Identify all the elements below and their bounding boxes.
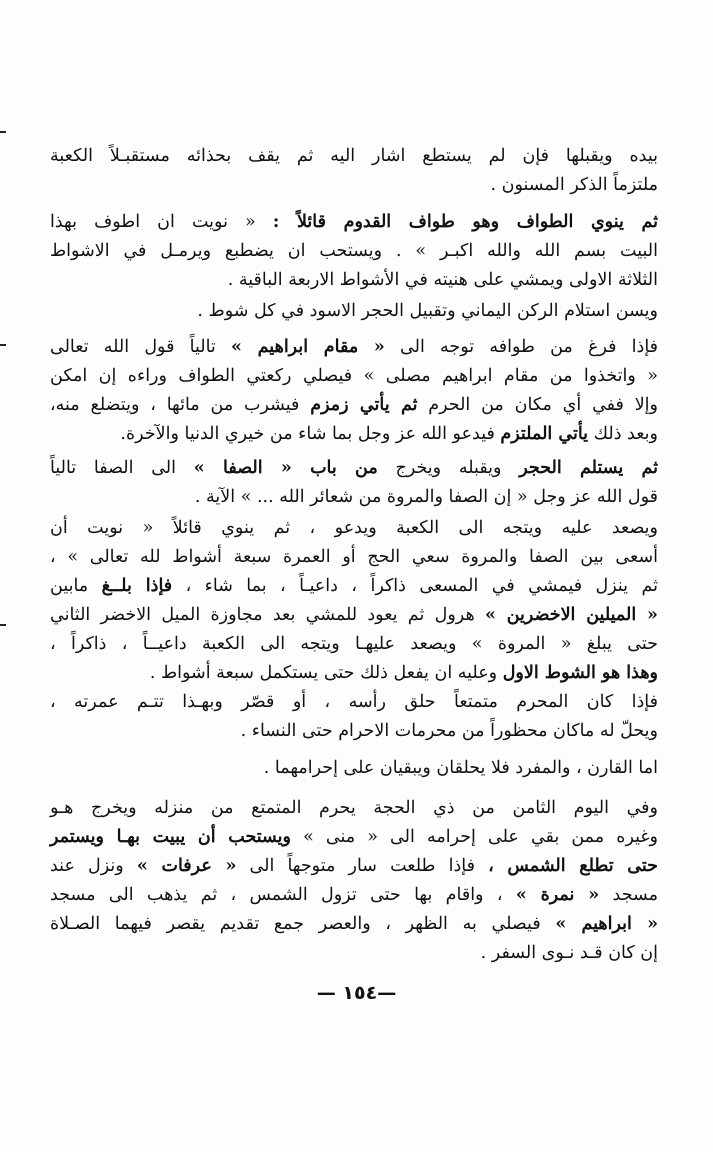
text-run: فيشرب من مائها ، ويتضلع منه،: [50, 395, 311, 415]
text-line: [50, 543, 658, 572]
text-run: اما القارن ، والمفرد فلا يحلقان ويبقيان على إحرامهما .: [263, 758, 658, 778]
paragraph: [50, 333, 658, 449]
text-run: هرول ثم يعود للمشي بعد مجاوزة الميل الاخضر الثاني: [50, 605, 485, 625]
paragraph: [50, 514, 658, 688]
bold-text-run: ويستحب أن يبيت بهـا ويستمر: [50, 827, 291, 847]
text-run: « واتخذوا من مقام ابراهيم مصلى » فيصلي ركعتي الطواف وراءه إن امكن: [50, 366, 658, 386]
text-run: وبعد ذلك: [588, 424, 658, 444]
text-run: إن كان قـد نـوى السفر .: [480, 943, 658, 963]
paragraph: [50, 297, 658, 326]
paragraph: [50, 142, 658, 200]
text-run: الى الصفا تالياً: [50, 458, 194, 478]
text-line: [50, 237, 658, 266]
page-number: —١٥٤ —: [316, 982, 397, 1004]
text-line: [50, 688, 658, 717]
text-run: بيده ويقبلها فإن لم يستطع اشار اليه ثم يقف بحذائه مستقبـلاً الكعبة: [50, 146, 658, 166]
bold-text-run: « عرفات »: [136, 856, 237, 876]
text-run: وغيره ممن بقي على إحرامه الى « منى »: [290, 827, 658, 847]
text-line: [50, 572, 658, 601]
text-line: [50, 483, 658, 512]
text-line: [50, 881, 658, 910]
paragraph: [50, 688, 658, 746]
text-run: تالياً قول الله تعالى: [50, 337, 231, 357]
text-run: مسجد: [599, 885, 659, 905]
paragraph: [50, 754, 658, 783]
text-run: ، واقام بها حتى تزول الشمس ، ثم يذهب الى مسجد: [50, 885, 516, 905]
text-line: [50, 142, 658, 171]
text-line: [50, 266, 658, 295]
text-line: [50, 659, 658, 688]
bold-text-run: « الميلين الاخضرين »: [484, 605, 658, 625]
margin-mark: [0, 131, 6, 133]
text-line: [50, 362, 658, 391]
text-run: وإلا ففي أي مكان من الحرم: [417, 395, 658, 415]
text-run: فإذا كان المحرم متمتعاً حلق رأسه ، أو قصّر وبهـذا تتـم عمرته ،: [50, 692, 658, 712]
text-line: [50, 297, 658, 326]
text-line: [50, 171, 658, 200]
text-line: [50, 601, 658, 630]
text-run: أسعى بين الصفا والمروة سعي الحج أو العمرة سبعة أشواط لله تعالى » ،: [50, 547, 658, 567]
bold-text-run: وهذا هو الشوط الاول: [502, 663, 658, 683]
bold-text-run: « مقام ابراهيم »: [231, 337, 385, 357]
text-run: ونزل عند: [50, 856, 137, 876]
text-run: الثلاثة الاولى ويمشي على هنيته في الأشواط الاربعة الباقية .: [227, 270, 658, 290]
bold-text-run: ثم يستلم الحجر: [519, 458, 659, 478]
bold-text-run: « ابراهيم »: [555, 914, 659, 934]
margin-mark: [0, 624, 6, 626]
bold-text-run: « نمرة »: [515, 885, 600, 905]
bold-text-run: فإذا بلــغ: [101, 576, 173, 596]
text-line: [50, 852, 658, 881]
bold-text-run: يأتي الملتزم: [500, 424, 589, 444]
text-line: [50, 794, 658, 823]
margin-mark: [0, 344, 6, 346]
text-run: ثم ينزل فيمشي في المسعى ذاكراً ، داعيـاً ، بما شاء ،: [172, 576, 658, 596]
bold-text-run: حتى تطلع الشمس ،: [488, 856, 658, 876]
text-line: [50, 717, 658, 746]
text-run: ويصعد عليه ويتجه الى الكعبة ويدعو ، ثم ينوي قائلاً « نويت أن: [50, 518, 658, 538]
text-line: [50, 514, 658, 543]
text-line: [50, 630, 658, 659]
text-run: حتى يبلغ « المروة » ويصعد عليهـا ويتجه الى الكعبة داعيــاً ، ذاكراً ،: [50, 634, 658, 654]
text-run: قول الله عز وجل « إن الصفا والمروة من شعائر الله ... » الآية .: [194, 487, 658, 507]
text-line: [50, 823, 658, 852]
paragraph: [50, 454, 658, 512]
text-run: وعليه ان يفعل ذلك حتى يستكمل سبعة أشواط .: [149, 663, 503, 683]
text-run: مابين: [50, 576, 102, 596]
text-run: « نويت ان اطوف بهذا: [50, 212, 273, 232]
text-line: [50, 208, 658, 237]
text-line: [50, 454, 658, 483]
text-line: [50, 420, 658, 449]
text-line: [50, 391, 658, 420]
text-run: ملتزماً الذكر المسنون .: [490, 175, 658, 195]
text-run: وفي اليوم الثامن من ذي الحجة يحرم المتمتع من منزله ويخرج هـو: [50, 798, 658, 818]
text-run: ويسن استلام الركن اليماني وتقبيل الحجر الاسود في كل شوط .: [197, 301, 658, 321]
text-run: فيصلي به الظهر ، والعصر جمع تقديم يقصر فيهما الصـلاة: [50, 914, 556, 934]
bold-text-run: ثم ينوي الطواف وهو طواف القدوم قائلاً :: [272, 212, 659, 232]
bold-text-run: من باب « الصفا »: [193, 458, 378, 478]
text-line: [50, 333, 658, 362]
text-run: ويقبله ويخرج: [377, 458, 520, 478]
text-run: ويحلّ له ماكان محظوراً من محرمات الاحرام حتى النساء .: [240, 721, 658, 741]
text-run: فيدعو الله عز وجل بما شاء من خيري الدنيا والآخرة.: [120, 424, 501, 444]
text-run: فإذا طلعت سار متوجهاً الى: [236, 856, 489, 876]
bold-text-run: ثم يأتي زمزم: [310, 395, 418, 415]
text-line: [50, 910, 658, 939]
text-line: [50, 939, 658, 968]
paragraph: [50, 794, 658, 968]
text-run: البيت بسم الله والله اكبـر » . ويستحب ان يضطبع ويرمـل في الاشواط: [50, 241, 658, 261]
text-run: فإذا فرغ من طوافه توجه الى: [384, 337, 659, 357]
text-line: [50, 754, 658, 783]
paragraph: [50, 208, 658, 295]
